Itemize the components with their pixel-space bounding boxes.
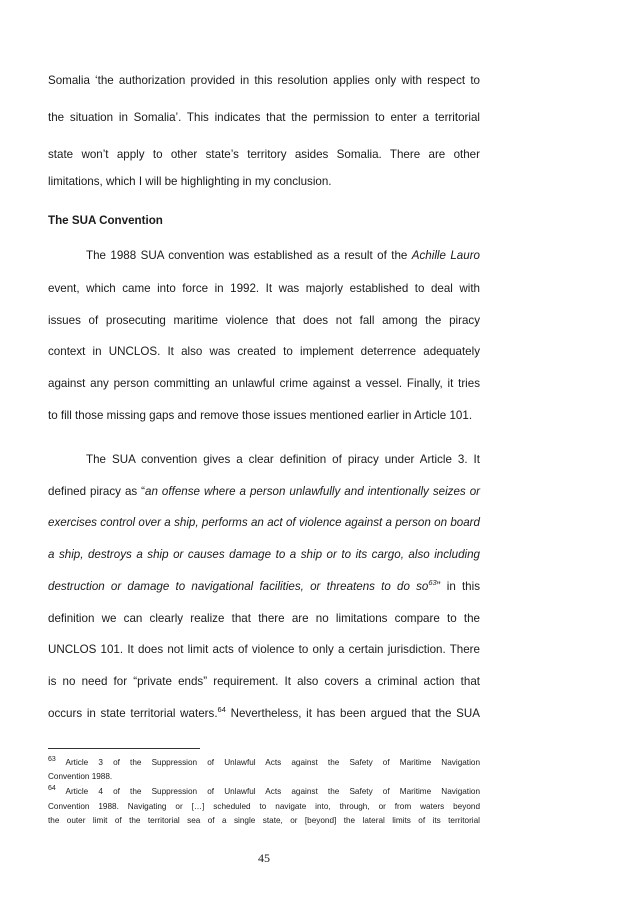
body-line: [48, 249, 480, 263]
body-text: occurs in state territorial waters.: [48, 707, 218, 720]
footnote-ref: 64: [217, 705, 226, 714]
footnote-number: 63: [48, 756, 56, 763]
footnote-line: Convention 1988.: [48, 772, 113, 781]
italic-text: an offense where a person unlawfully and intentionally seizes or: [145, 485, 481, 498]
body-line: exercises control over a ship, performs an act of violence against a person on board: [48, 516, 480, 529]
body-line: [48, 580, 480, 594]
body-line: UNCLOS 101. It does not limit acts of violence to only a certain jurisdiction. There: [48, 643, 480, 656]
italic-text: Achille Lauro: [411, 249, 481, 262]
section-heading: The SUA Convention: [48, 214, 163, 227]
body-line: limitations, which I will be highlighting in my conclusion.: [48, 175, 332, 188]
body-line: [48, 485, 480, 499]
footnote-separator: [48, 748, 200, 749]
body-line: the situation in Somalia’. This indicates that the permission to enter a territorial: [48, 111, 480, 124]
document-page: [48, 0, 480, 904]
body-line: state won’t apply to other state’s territory asides Somalia. There are other: [48, 148, 480, 161]
footnote-ref: 63: [428, 578, 437, 587]
body-line: event, which came into force in 1992. It was majorly established to deal with: [48, 282, 480, 295]
footnote-line: Convention 1988. Navigating or […] scheduled to navigate into, through, or from waters beyond: [48, 802, 480, 811]
page-number: 45: [258, 851, 270, 865]
body-text: defined piracy as “: [48, 485, 146, 498]
body-text: Nevertheless, it has been argued that the SUA: [225, 707, 480, 720]
body-line: a ship, destroys a ship or causes damage to a ship or to its cargo, also including: [48, 548, 480, 561]
footnote-text: Article 4 of the Suppression of Unlawful Acts against the Safety of Maritime Navigation: [55, 787, 480, 796]
body-line: The SUA convention gives a clear definition of piracy under Article 3. It: [86, 453, 480, 466]
body-text: The 1988 SUA convention was established as a result of the: [86, 249, 412, 262]
body-line: issues of prosecuting maritime violence that does not fall among the piracy: [48, 314, 480, 327]
footnote-number: 64: [48, 785, 56, 792]
footnote-text: Article 3 of the Suppression of Unlawful Acts against the Safety of Maritime Navigation: [55, 758, 480, 767]
footnote-line: [48, 757, 480, 768]
italic-text: destruction or damage to navigational facilities, or threatens to do so: [48, 580, 429, 593]
body-text: ” in this: [436, 580, 481, 593]
body-line: [48, 707, 480, 721]
footnote-line: the outer limit of the territorial sea of a single state, or [beyond] the lateral limits of its territorial: [48, 816, 480, 825]
footnote-line: [48, 786, 480, 797]
body-line: Somalia ‘the authorization provided in this resolution applies only with respect to: [48, 74, 480, 87]
body-line: context in UNCLOS. It also was created to implement deterrence adequately: [48, 345, 480, 358]
body-line: to fill those missing gaps and remove those issues mentioned earlier in Article 101.: [48, 409, 473, 422]
body-line: against any person committing an unlawful crime against a vessel. Finally, it tries: [48, 377, 480, 390]
body-line: is no need for “private ends” requirement. It also covers a criminal action that: [48, 675, 480, 688]
body-line: definition we can clearly realize that there are no limitations compare to the: [48, 612, 480, 625]
